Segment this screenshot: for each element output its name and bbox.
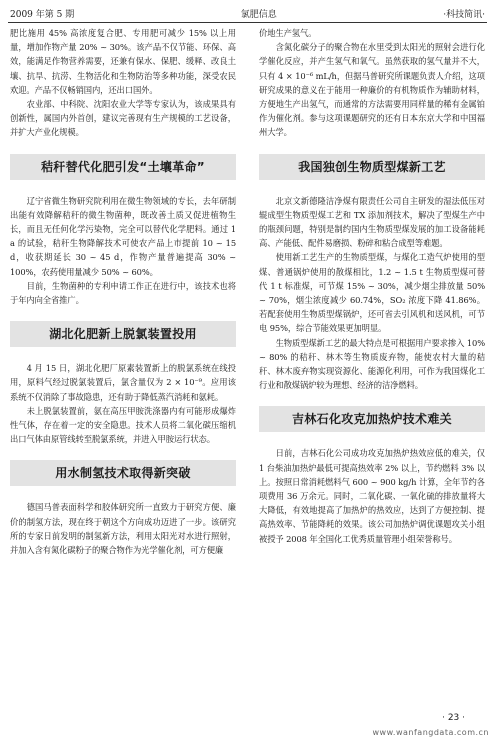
section-label: ·科技简讯·	[443, 9, 485, 20]
paragraph: 使用新工艺生产的生物质型煤，与煤化工造气炉使用的型煤、普通锅炉使用的散煤相比，1.2 ~ 1.5 t 生物质型煤可替代 1 t 标准煤，可节煤 15% ~ 30%，减少烟尘排放量 50% ~ 70%，烟尘浓度减少 60.74%，SO₂ 浓度下降 41.86%。若配套使用生物质型煤锅炉，还可省去引风机和送风机，可节电 95%，综合节能效果更加明显。	[259, 252, 485, 334]
paragraph: 辽宁省微生物研究院利用在微生物领域的专长，去年研制出能有效降解秸秆的微生物菌种，既改善土质又促进植物生长，而且无任何化学污染物，完全可以替代化学肥料。通过 1 a 的试验，秸秆生物降解技术可使农产品上市提前 10 ~ 15 d，收获期延长 30 ~ 45 d，作物产量普遍提高 30% ~ 100%，农药使用量减少 50% ~ 60%。	[10, 195, 236, 277]
header-divider	[8, 22, 487, 23]
paragraph: 生物质型煤新工艺的最大特点是可根据用户要求掺入 10% ~ 80% 的秸秆、林木等生物质废弃物，能使农村大量的秸秆、林木废弃物实现资源化、能源化利用，可作为我国煤化工行业和散煤锅炉较为理想、经济的洁净燃料。	[259, 337, 485, 391]
page-header	[10, 6, 485, 20]
paragraph: 德国马普表面科学和胶体研究所一直致力于研究方便、廉价的制氢方法，现在终于朝这个方向成功迈进了一步。该研究所的专家日前发明的制氢新方法，利用太阳光对水进行照射，并加入含有氮化碳粉子的聚合物作为光学催化剂，可方便廉	[10, 502, 236, 556]
left-column	[10, 26, 236, 557]
paragraph: 含氮化碳分子的聚合物在水里受到太阳光的照射会进行化学催化反应，并产生氢气和氧气。虽然获取的氢气量并不大，只有 4 × 10⁻⁶ mL/h，但据马普研究所课题负责人介绍，这项研究成果的意义在于能用一种廉价的有机物质作为辅助材料，方便地生产出氢气，而通常的方法需要用同样量的稀有金属铂作为催化剂。参与这项课题研究的还有日本东京大学和中国福州大学。	[259, 42, 485, 138]
article-title: 用水制氢技术取得新突破	[10, 460, 236, 486]
journal-name: 氯肥信息	[240, 9, 277, 20]
right-column	[259, 26, 485, 546]
paragraph: 4 月 15 日，湖北化肥厂原素装置新上的脱氯系统在线投用，原料气经过脱氯装置后，氯含量仅为 2 × 10⁻⁹。应用该系统不仅消除了事故隐患，还有助于降低蒸汽消耗和氨耗。	[10, 363, 236, 402]
watermark: www.wanfangdata.com.cn	[372, 728, 489, 737]
article-title: 吉林石化攻克加热炉技术难关	[259, 406, 485, 432]
paragraph: 北京文新德隆洁净煤有限责任公司自主研发的湿法低压对辊成型生物质型煤工艺和 TX 添加剂技术，解决了型煤生产中的瓶颈问题，特别是制约国内生物质型煤发展的加工设备能耗高、产能低、配件易磨损、粉碎和粘合成型等难题。	[259, 195, 485, 249]
paragraph: 日前，吉林石化公司成功攻克加热炉热效应低的难关，仅 1 台柴油加热炉最低可提高热效率 2% 以上，节约燃料 3% 以上。按照日常消耗燃料气 600 ~ 900 kg/h 计算，全年节约各项费用 36 万余元。同时，二氧化碳、一氧化硫的排放量将大大降低，有效地提高了加热炉的热效应，达到了方便控制、提高热效率、节能降耗的效果。该公司加热炉调优课题攻关小组被授予 2008 年全国化工优秀质量管理小组荣誉称号。	[259, 448, 485, 544]
paragraph: 目前，生物菌种的专利申请工作正在进行中，该技术也将于年内向全省推广。	[10, 280, 236, 306]
paragraph: 价地生产氢气。	[259, 28, 317, 38]
paragraph: 肥比施用 45% 高浓度复合肥、专用肥可减少 15% 以上用量，增加作物产量 20% ~ 30%。该产品不仅节能、环保、高效，能满足作物营养需要，还兼有保水、保肥、缓释、改良土壤、抗旱、抗涝、生物活化和生物防治等多种功能，深受农民欢迎。产品不仅畅销国内，还出口国外。	[10, 28, 236, 95]
page-number: · 23 ·	[442, 713, 465, 723]
issue-label: 2009 年第 5 期	[10, 9, 75, 20]
article-title: 我国独创生物质型煤新工艺	[259, 154, 485, 180]
article-title: 秸秆替代化肥引发“土壤革命”	[10, 154, 236, 180]
paragraph: 农业部、中科院、沈阳农业大学等专家认为，该成果具有创新性，属国内外首创，建议完善现有生产规模的工艺设备，并扩大产业化规模。	[10, 99, 236, 138]
paragraph: 未上脱氯装置前，氨在高压甲胺洗涤器内有可能形成爆炸性气体，存在着一定的安全隐患。技术人员将二氧化碳压缩机出口气体由原管线转至脱氯系统，并进入甲胺运行状态。	[10, 405, 236, 445]
article-title: 湖北化肥新上脱氯装置投用	[10, 321, 236, 347]
